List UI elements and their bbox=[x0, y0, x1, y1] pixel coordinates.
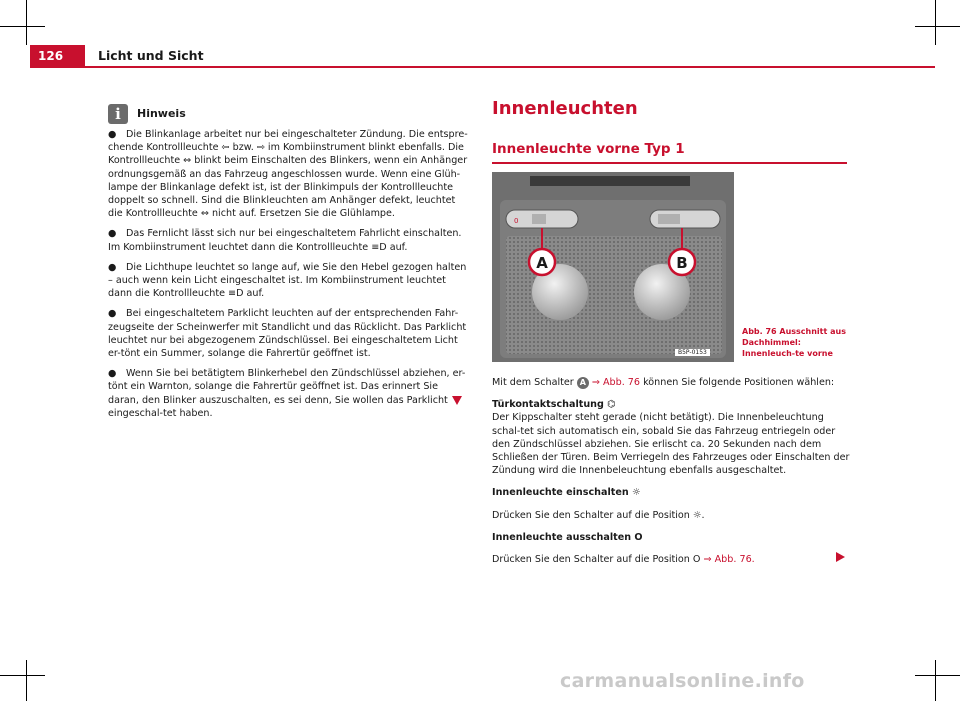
note-paragraph: ● Bei eingeschaltetem Parklicht leuchten auf der entsprechenden Fahr-zeugseite der Scheinwerfer mit Standlicht und das Rücklicht. Das Parklicht leuchtet nur bei abgezogenem Zündschlüssel. Bei eingeschaltetem Licht er-tönt ein Summer, solange die Fahrertür geöffnet ist. bbox=[108, 308, 467, 360]
switch-b bbox=[650, 210, 720, 228]
vent-grille bbox=[530, 176, 690, 186]
crop-mark bbox=[915, 675, 960, 676]
note-paragraph: ● Die Blinkanlage arbeitet nur bei eingeschalteter Zündung. Die entspre-chende Kontrollleuchte ⇦ bzw. ⇨ im Kombiinstrument blinkt ebenfalls. Die Kontrollleuchte ⇔ blinkt beim Einschalten des Blinkers, wenn ein Anhänger ordnungsgemäß an das Fahrzeug angeschlossen wurde. Wenn eine Glüh-lampe der Blinkanlage defekt ist, ist der Blinkimpuls der Kontrollleuchte doppelt so schnell. Sind die Blinkleuchten am Anhänger defekt, leuchtet die Kontrollleuchte ⇔ nicht auf. Ersetzen Sie die Glühlampe. bbox=[108, 129, 468, 220]
page-number: 126 bbox=[30, 45, 85, 67]
switch-a bbox=[506, 210, 578, 228]
watermark: carmanualsonline.info bbox=[560, 670, 805, 692]
subtitle-rule bbox=[492, 162, 847, 164]
crop-mark bbox=[26, 660, 27, 701]
section-subtitle: Innenleuchte vorne Typ 1 bbox=[492, 141, 685, 157]
svg-text:B: B bbox=[676, 254, 688, 272]
note-title: Hinweis bbox=[137, 107, 186, 121]
interior-light-figure bbox=[492, 172, 734, 362]
figure-link[interactable]: ⇒ Abb. 76. bbox=[703, 554, 755, 566]
callout-b bbox=[669, 249, 695, 275]
crop-mark bbox=[0, 26, 45, 27]
figure-illustration bbox=[492, 172, 734, 362]
figure-link[interactable]: ⇒ Abb. 76 bbox=[591, 377, 641, 388]
light-off-section bbox=[492, 531, 852, 544]
light-off-text: Drücken Sie den Schalter auf die Position O ⇒ Abb. 76. bbox=[492, 554, 755, 566]
light-off-heading: Innenleuchte ausschalten O bbox=[492, 531, 643, 543]
chapter-title: Licht und Sicht bbox=[98, 48, 204, 63]
crop-mark bbox=[26, 0, 27, 45]
light-on-text: Drücken Sie den Schalter auf die Position ☼. bbox=[492, 509, 705, 521]
callout-a bbox=[529, 249, 555, 275]
light-on-section bbox=[492, 486, 852, 499]
door-contact-section: Türkontaktschaltung ⌬ Der Kippschalter steht gerade (nicht betätigt). Die Innenbeleuchtung schal-tet sich automatisch ein, sobald Sie das Fahrzeug entriegeln oder den Zündschlüssel abziehen. Sie erlischt ca. 20 Sekunden nach dem Schließen der Türen. Beim Verriegeln des Fahrzeuges oder Einschalten der Zündung wird die Innenbeleuchtung ebenfalls ausgeschaltet. bbox=[492, 399, 850, 477]
note-paragraph: ● Wenn Sie bei betätigtem Blinkerhebel den Zündschlüssel abziehen, er-tönt ein Warnton, solange die Fahrertür geöffnet ist. Das erinnert Sie daran, den Blinker auszuschalten, es sei denn, Sie wollen das Parklicht eingeschal-tet haben. bbox=[108, 368, 466, 419]
crop-mark bbox=[0, 675, 45, 676]
note-paragraph: ● Das Fernlicht lässt sich nur bei eingeschaltetem Fahrlicht einschalten. Im Kombiinstrument leuchtet dann die Kontrollleuchte ≡D auf. bbox=[108, 228, 462, 253]
svg-text:A: A bbox=[536, 254, 548, 272]
note-header bbox=[108, 104, 468, 124]
header-rule bbox=[30, 66, 935, 68]
crop-mark bbox=[935, 0, 936, 45]
light-on-heading: Innenleuchte einschalten ☼ bbox=[492, 487, 641, 499]
note-box bbox=[108, 104, 468, 427]
intro-paragraph: Mit dem Schalter A ⇒ Abb. 76 können Sie folgende Positionen wählen: bbox=[492, 377, 835, 388]
info-icon: i bbox=[108, 104, 128, 124]
door-contact-heading: Türkontaktschaltung ⌬ bbox=[492, 399, 616, 411]
crop-mark bbox=[935, 660, 936, 701]
figure-code: B5P-0153 bbox=[675, 349, 710, 356]
note-paragraph: ● Die Lichthupe leuchtet so lange auf, wie Sie den Hebel gezogen halten – auch wenn kein Licht eingeschaltet ist. Im Kombiinstrument leuchtet dann die Kontrollleuchte ≡D auf. bbox=[108, 261, 467, 300]
figure-caption: Abb. 76 Ausschnitt aus Dachhimmel: Innenleuch-te vorne bbox=[742, 327, 846, 358]
crop-mark bbox=[915, 26, 960, 27]
section-title: Innenleuchten bbox=[492, 98, 638, 119]
svg-text:0: 0 bbox=[514, 217, 519, 225]
continue-arrow-icon bbox=[836, 552, 845, 562]
body-text bbox=[492, 376, 852, 575]
callout-a-inline: A bbox=[577, 377, 589, 389]
section-end-marker bbox=[452, 396, 462, 405]
section-header bbox=[492, 98, 847, 164]
